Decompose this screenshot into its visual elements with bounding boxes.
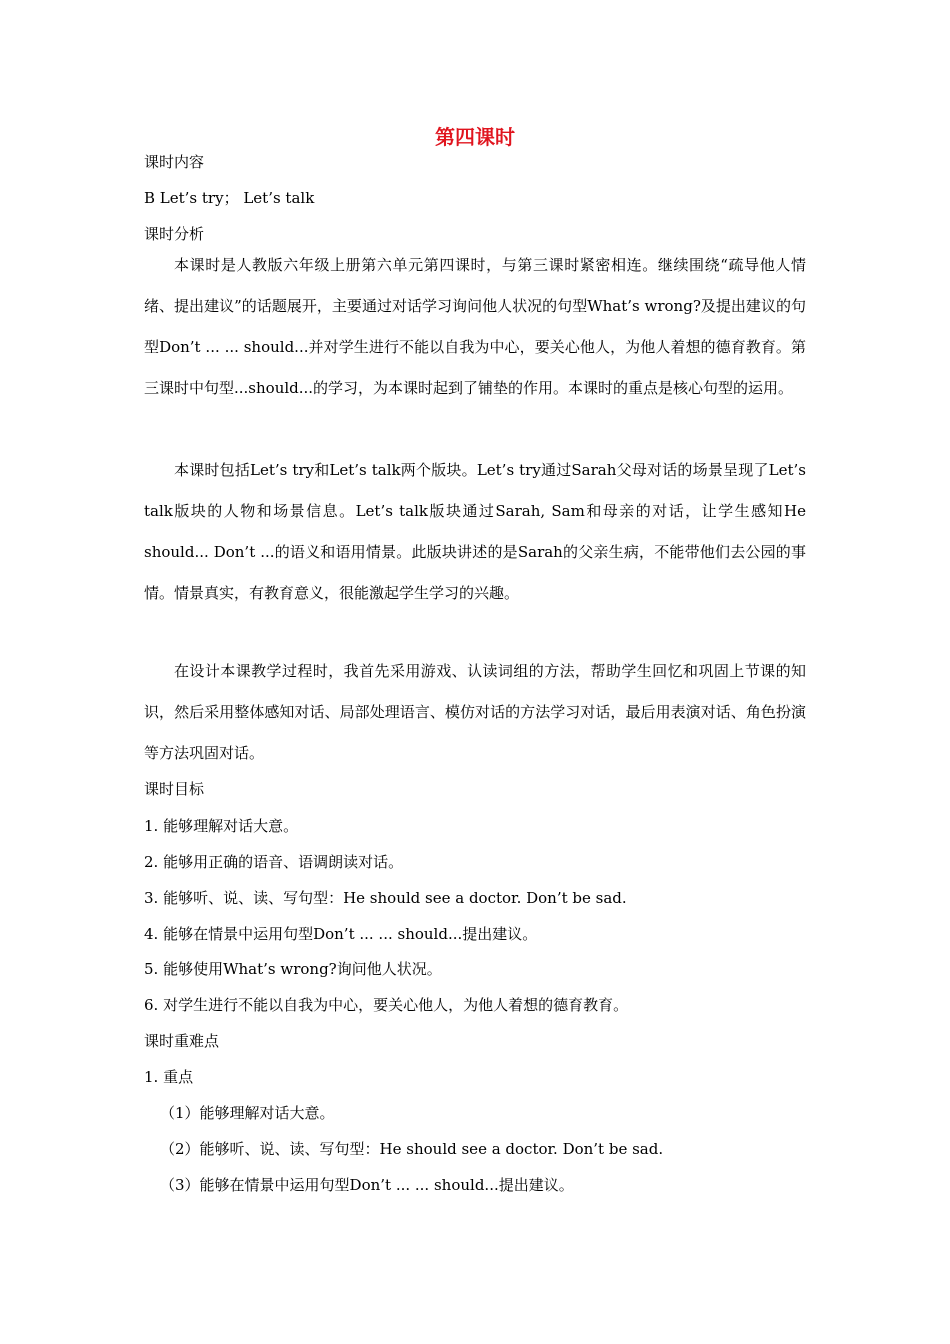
analysis-paragraph-2: 本课时包括Let’s try和Let’s talk两个版块。Let’s try通过Sarah父母对话的场景呈现了Let’s talk版块的人物和场景信息。Let’s talk版块通过Sarah, Sam和母亲的对话，让学生感知He should... Don’t ...的语义和语用情景。此版块讲述的是Sarah的父亲生病，不能带他们去公园的事情。情景真实，有教育意义，很能激起学生学习的兴趣。: [144, 461, 806, 602]
page-title: 第四课时: [435, 125, 515, 149]
key-point-item: （1）能够理解对话大意。: [160, 1104, 335, 1122]
content-text: B Let’s try； Let’s talk: [144, 189, 315, 207]
section-heading-goals: 课时目标: [144, 780, 205, 798]
goal-item: 1. 能够理解对话大意。: [144, 817, 299, 835]
section-heading-analysis: 课时分析: [144, 225, 205, 243]
goal-item: 3. 能够听、说、读、写句型：He should see a doctor. Don’t be sad.: [144, 889, 627, 907]
goal-item: 4. 能够在情景中运用句型Don’t ... ... should...提出建议。: [144, 925, 538, 943]
goal-item: 2. 能够用正确的语音、语调朗读对话。: [144, 853, 404, 871]
goal-item: 5. 能够使用What’s wrong?询问他人状况。: [144, 960, 442, 978]
section-heading-content: 课时内容: [144, 153, 205, 171]
analysis-paragraph-3: 在设计本课教学过程时，我首先采用游戏、认读词组的方法，帮助学生回忆和巩固上节课的知识，然后采用整体感知对话、局部处理语言、模仿对话的方法学习对话，最后用表演对话、角色扮演等方法巩固对话。: [144, 662, 806, 762]
analysis-paragraph-1: 本课时是人教版六年级上册第六单元第四课时，与第三课时紧密相连。继续围绕“疏导他人情绪、提出建议”的话题展开，主要通过对话学习询问他人状况的句型What’s wrong?及提出建议的句型Don’t ... ... should...并对学生进行不能以自我为中心，要关心他人，为他人着想的德育教育。第三课时中句型...should...的学习，为本课时起到了铺垫的作用。本课时的重点是核心句型的运用。: [144, 256, 806, 397]
key-point-item: （3）能够在情景中运用句型Don’t ... ... should...提出建议。: [160, 1176, 574, 1194]
section-heading-key-points: 课时重难点: [144, 1032, 220, 1050]
key-point-item: （2）能够听、说、读、写句型：He should see a doctor. Don’t be sad.: [160, 1140, 664, 1158]
goal-item: 6. 对学生进行不能以自我为中心，要关心他人，为他人着想的德育教育。: [144, 996, 629, 1014]
key-points-subheading: 1. 重点: [144, 1068, 194, 1086]
